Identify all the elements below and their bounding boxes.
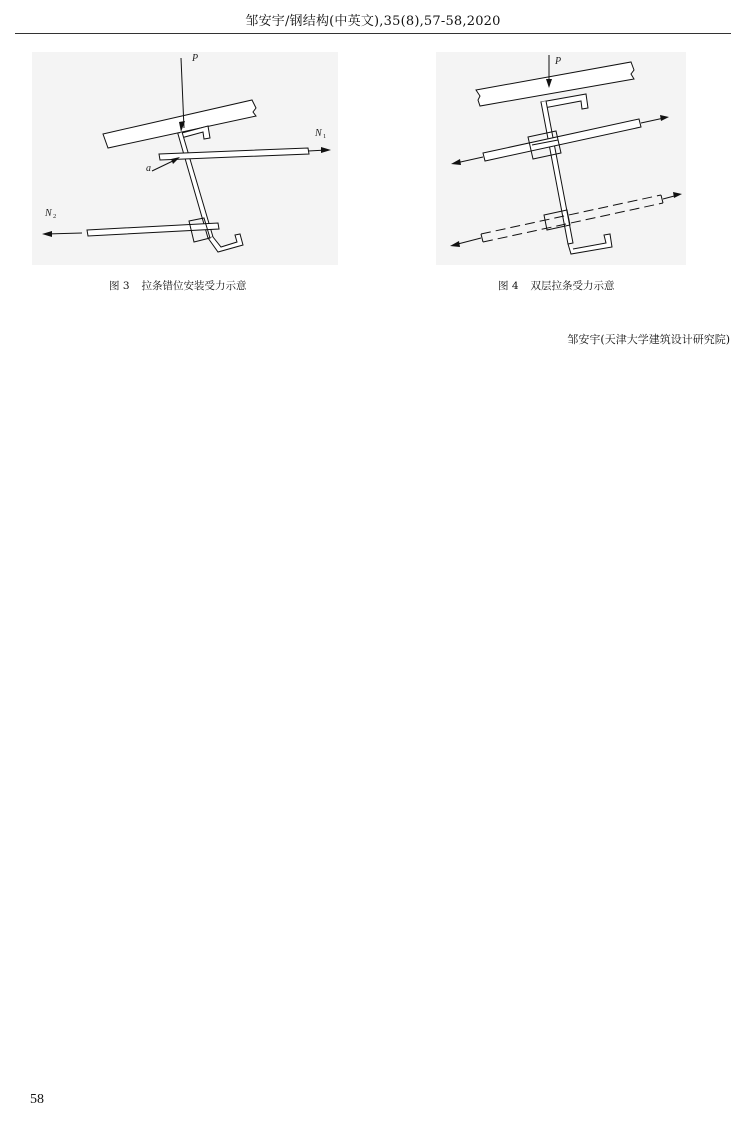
figure-3-number: 图 3 xyxy=(109,280,130,292)
label-P: P xyxy=(555,56,562,67)
label-N1: N xyxy=(315,128,322,139)
label-N2: N xyxy=(45,208,52,219)
figure-3-caption-text: 拉条错位安装受力示意 xyxy=(141,280,247,292)
label-P: P xyxy=(192,53,199,64)
figure-4 xyxy=(436,52,686,265)
header-rule xyxy=(15,33,731,34)
label-N1-subscript: 1 xyxy=(323,133,327,140)
label-N2-subscript: 2 xyxy=(53,213,57,220)
page-number: 58 xyxy=(30,1092,44,1107)
running-header: 邹安宇/钢结构(中英文),35(8),57-58,2020 xyxy=(245,14,501,29)
figure-3-caption xyxy=(109,278,247,293)
figure-4-caption-text: 双层拉条受力示意 xyxy=(530,280,615,292)
label-a: a xyxy=(146,163,151,174)
author-affiliation: 邹安宇(天津大学建筑设计研究院) xyxy=(567,333,730,346)
figure-4-diagram xyxy=(436,52,686,265)
figure-3 xyxy=(32,52,338,265)
figure-4-number: 图 4 xyxy=(498,280,519,292)
figure-3-diagram xyxy=(32,52,338,265)
figure-4-caption xyxy=(498,278,615,293)
